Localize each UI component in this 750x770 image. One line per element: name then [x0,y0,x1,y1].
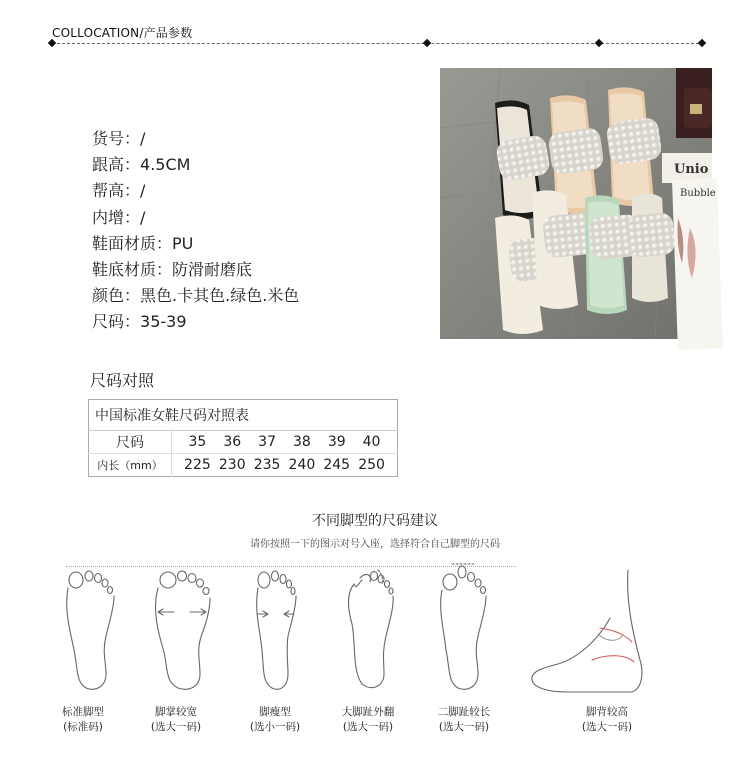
length-cell: 245 [323,457,351,473]
foot-type-advice: (选大一码) [150,721,202,733]
header-divider [52,43,704,44]
size-cell: 36 [223,434,242,450]
foot-type-name: 脚瘦型 [259,706,291,718]
foot-type-name: 标准脚型 [62,706,104,718]
row-values [172,431,398,454]
length-cell: 240 [288,457,316,473]
row-label: 尺码 [89,431,172,454]
table-row [89,431,398,454]
size-cell: 38 [292,434,311,450]
foot-type-advice: (选小一码) [249,721,301,733]
spec-label: 货号： [92,129,141,148]
diamond-icon [698,39,706,47]
foot-type-name: 脚背较高 [586,706,628,718]
length-cell: 230 [218,457,246,473]
spec-label: 内增： [92,207,141,227]
foot-type-label [552,705,662,735]
spec-value: 防滑耐磨底 [172,260,253,280]
size-chart-table [88,399,398,477]
product-spec-list [92,126,299,336]
length-cell: 225 [184,457,211,473]
row-label: 内长（mm） [89,454,172,477]
row-values [172,454,398,477]
spec-label: 鞋底材质： [92,260,173,280]
spec-row-sole-material [92,257,299,283]
foot-guide-title: 不同脚型的尺码建议 [312,513,438,529]
foot-type-advice: (选大一码) [342,721,394,733]
spec-row-upper-material [92,231,299,257]
foot-guide-subtitle: 请你按照一下的图示对号入座，选择符合自己脚型的尺码 [250,539,500,550]
length-cell: 250 [358,457,385,473]
foot-type-advice: (选大一码) [581,721,633,733]
foot-types-illustration [48,556,708,702]
standard-foot-icon [67,571,114,689]
size-cell: 37 [258,434,276,450]
size-cell: 35 [188,434,207,450]
long-second-toe-icon [441,564,486,689]
size-section-title: 尺码对照 [90,371,155,390]
spec-value: / [140,207,146,227]
spec-row-item-no [92,126,299,152]
size-table-title: 中国标准女鞋尺码对照表 [89,400,398,431]
diamond-icon [423,39,431,47]
spec-value: / [140,181,146,201]
spec-row-heel-height [92,152,299,178]
spec-value: PU [172,233,194,253]
narrow-foot-icon [257,571,296,689]
foot-type-label [409,705,519,735]
table-title-row [89,400,398,431]
high-instep-icon [532,570,642,692]
foot-type-advice: (选大一码) [438,721,490,733]
spec-value: 35-39 [140,312,187,332]
size-cell: 39 [327,434,346,450]
foot-type-advice: (标准码) [63,721,103,733]
section-header-label: COLLOCATION/产品参数 [52,26,193,40]
sandals-photo-illustration [440,68,716,339]
foot-type-name: 脚掌较宽 [155,706,197,718]
spec-value: 黑色.卡其色.绿色.米色 [140,286,300,306]
foot-type-name: 二脚趾较长 [437,706,491,718]
spec-label: 鞋面材质： [92,233,173,253]
spec-row-colors [92,283,299,309]
spec-label: 尺码： [92,312,141,332]
spec-row-upper-height [92,178,299,204]
product-photo [440,68,716,339]
spec-row-sizes [92,309,299,335]
bunion-foot-icon [349,570,394,688]
spec-value: 4.5CM [140,155,191,175]
spec-value: / [140,129,146,148]
foot-type-name: 大脚趾外翻 [341,706,395,718]
spec-label: 跟高： [92,155,141,175]
box-print: Unio [674,162,709,177]
foot-type-label [313,705,423,735]
foot-type-label [121,705,231,735]
table-row [89,454,398,477]
length-cell: 235 [253,457,281,473]
spec-label: 颜色： [92,286,141,306]
spec-label: 帮高： [92,181,141,201]
diamond-icon [595,39,603,47]
wide-foot-icon [156,571,210,689]
size-cell: 40 [362,434,381,450]
spec-row-inner-lift [92,205,299,231]
book-print: Bubble [680,188,716,199]
